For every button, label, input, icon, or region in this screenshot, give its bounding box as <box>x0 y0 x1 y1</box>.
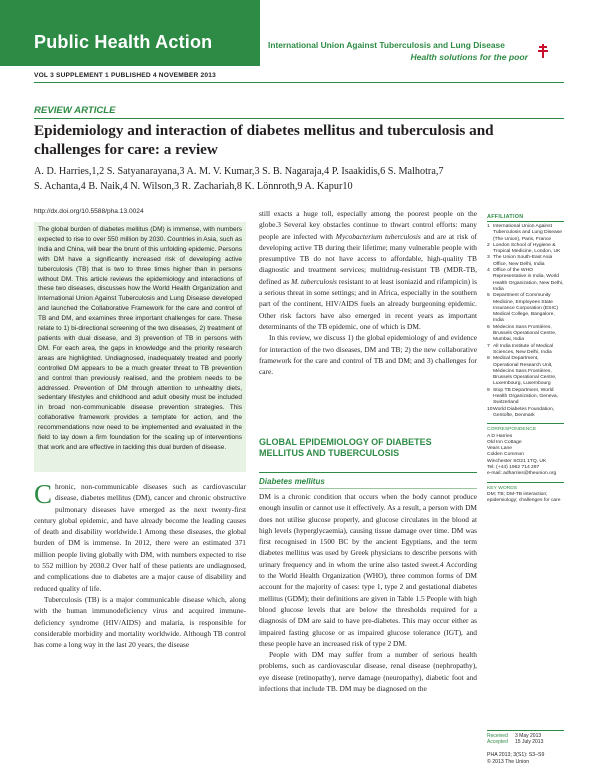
section-divider <box>259 472 477 473</box>
copyright-text: © 2013 The Union <box>487 758 530 765</box>
center-text-1a: still exacts a huge toll, especially among the poorest people on the globe.3 Several key obstacles continue to thwart control efforts: many people are infected with <box>259 209 477 241</box>
article-title: Epidemiology and interaction of diabetes mellitus and tuberculosis and challenges for care: a review <box>34 122 494 158</box>
keywords-text: DM; TB; DM-TB interaction; epidemiology; challenges for care <box>487 491 561 504</box>
journal-banner <box>0 0 260 66</box>
volume-line: VOL 3 SUPPLEMENT 1 PUBLISHED 4 NOVEMBER 2013 <box>34 72 216 79</box>
doi-link[interactable]: http://dx.doi.org/10.5588/pha.13.0024 <box>34 208 144 215</box>
dates-block <box>487 730 564 746</box>
union-tagline: Health solutions for the poor <box>410 52 528 62</box>
affiliation-text: Stop TB Department, World Health Organization, Geneva, Switzerland <box>493 387 559 406</box>
correspondence-line: Winchester SO21 1TQ, UK <box>487 458 547 464</box>
center-paragraph-2: In this review, we discuss 1) the global epidemiology of and evidence for interaction of the two diseases, DM and TB; 2) the new collaborative framework for the care and control of TB and DM; and 3) challenges for care. <box>259 333 477 377</box>
center-italic-1: Mycobacterium tuberculosis <box>335 231 421 241</box>
lorraine-cross-icon <box>538 44 548 58</box>
affiliation-item <box>487 356 564 387</box>
authors-line-1: A. D. Harries,1,2 S. Satyanarayana,3 A. M. V. Kumar,3 S. B. Nagaraja,4 P. Isaakidis,6 S. Malhotra,7 <box>34 166 444 177</box>
affiliation-text: Office of the WHO Representative in India, World Health Organization, New Delhi, India <box>493 268 564 292</box>
affiliation-item <box>487 293 564 324</box>
affiliation-number: 10 <box>487 406 493 412</box>
affiliation-number: 7 <box>487 343 490 349</box>
affiliation-text: Médecins Sans Frontières, Brussels Operational Centre, Mumbai, India <box>493 324 557 343</box>
correspondence-block <box>487 423 564 477</box>
affiliation-text: London School of Hygiene & Tropical Medicine, London, UK <box>493 242 561 255</box>
affiliation-text: World Diabetes Foundation, Gentofte, Denmark <box>493 406 555 418</box>
authors-line-2: S. Achanta,4 B. Naik,4 N. Wilson,3 R. Zachariah,8 K. Lönnroth,9 A. Kapur10 <box>34 180 353 192</box>
affiliation-number: 1 <box>487 224 490 229</box>
citation-block <box>487 752 564 765</box>
correspondence-email[interactable]: e-mail: adharries@theunion.org <box>487 471 557 477</box>
label-divider <box>34 118 564 119</box>
correspondence-line: Vears Lane <box>487 446 512 452</box>
center-body-column-lower <box>259 491 477 694</box>
author-list <box>34 165 564 194</box>
correspondence-line: Old Inn Cottage <box>487 439 522 445</box>
received-label: Received <box>487 733 508 739</box>
abstract-box: The global burden of diabetes mellitus (DM) is immense, with numbers expected to rise to over 550 million by 2030. Countries in Asia, such as India and China, will bear the brunt of this unfolding epidemic. Persons with DM have a significantly increased risk of developing active tuberculosis (TB) that is two to three times higher than in persons without DM. This article reviews the epidemiology and interactions of these two diseases, discusses how the World Health Organization and International Union Against Tuberculosis and Lung Disease developed and launched the Collaborative Framework for the care and control of TB and DM, and examines three important challenges for care. These relate to 1) bi-directional screening of the two diseases, 2) treatment of patients with dual disease, and 3) prevention of TB in persons with DM. For each area, the gaps in knowledge and the priority research areas are highlighted. Undiagnosed, inadequately treated and poorly controlled DM appears to be a much greater threat to TB prevention and control than previously realised, and the problem needs to be addressed. Prevention of DM through attention to unhealthy diets, sedentary lifestyles and childhood and adult obesity must be included in broad non-communicable disease prevention strategies. This collaborative framework provides a template for action, and the recommendations now need to be implemented and evaluated in the field to lay down a firm foundation for the scaling up of interventions that work and are effective in tackling this dual burden of disease. <box>34 222 246 472</box>
center-text-1b: and are at risk of developing active TB during their lifetime; many vulnerable people with presumptive TB do not have access to affordable, high-quality TB diagnostic and treatment services; multidrug-resistant TB (MDR-TB, defined as <box>259 231 477 286</box>
affiliation-item <box>487 388 564 407</box>
center-paragraph-1 <box>259 208 477 332</box>
affiliation-text: International Union Against Tuberculosis and Lung Disease (The Union), Paris, France <box>493 224 562 242</box>
citation-text: PHA 2013; 3(S1): S3–S9 <box>487 752 545 758</box>
dm-paragraph-2: People with DM may suffer from a number of serious health problems, such as cardiovascular disease, renal disease (nephropathy), eye disease (retinopathy), nerve damage (neuropathy), diabetic foot and infections that include TB. DM may be diagnosed on the <box>259 650 477 694</box>
intro-paragraph-2: Tuberculosis (TB) is a major communicable disease which, along with the human immunodeficiency virus and acquired immune-deficiency syndrome (HIV/AIDS) and malaria, is responsible for considerable morbidity and mortality worldwide. Although TB control has come a long way in the last 20 years, the disease <box>34 594 246 650</box>
correspondence-line: Colden Common <box>487 452 525 458</box>
accepted-label: Accepted <box>487 739 508 746</box>
affiliation-text: The Union South-East Asia Office, New Delhi, India <box>493 255 553 267</box>
affiliation-item <box>487 268 564 293</box>
affiliation-number: 6 <box>487 324 490 330</box>
received-date: 3 May 2013 <box>515 733 542 739</box>
correspondence-heading: CORRESPONDENCE <box>487 427 537 433</box>
section-heading: GLOBAL EPIDEMIOLOGY OF DIABETES MELLITUS AND TUBERCULOSIS <box>259 437 432 458</box>
intro-paragraph-1 <box>34 481 246 594</box>
accepted-row <box>487 739 564 745</box>
affiliation-number: 2 <box>487 242 490 248</box>
affiliation-number: 9 <box>487 387 490 393</box>
correspondence-line: Tel: (+44) 1962 714 297 <box>487 464 540 470</box>
accepted-date: 15 July 2013 <box>515 739 544 746</box>
affiliation-item <box>487 243 564 256</box>
affiliation-item <box>487 255 564 268</box>
keywords-block <box>487 482 564 505</box>
affiliation-heading: AFFILIATION <box>487 214 564 222</box>
left-body-column <box>34 481 246 650</box>
journal-title: Public Health Action <box>34 32 213 52</box>
affiliation-number: 3 <box>487 255 490 261</box>
affiliation-item <box>487 325 564 344</box>
intro-text-1: hronic, non-communicable diseases such as cardiovascular disease, diabetes mellitus (DM), cancer and chronic obstructive pulmonary diseases have emerged as the next twenty-first century global epidemic, and have already become the leading causes of death and disability worldwide.1 Among these diseases, the global burden of DM is immense. In 2012, there were an estimated 371 million people living globally with DM, with numbers expected to rise to 552 million by 2030.2 Over half of these patients are undiagnosed, and complications due to diabetes are a major cause of disability and reduced quality of life. <box>34 482 246 593</box>
subsection-divider <box>259 488 477 489</box>
dm-paragraph-1: DM is a chronic condition that occurs when the body cannot produce enough insulin or cannot use it effectively. As a result, a person with DM does not utilise glucose properly, and glucose circulates in the blood at high levels (hyperglycaemia), causing tissue damage over time. DM was first recognised in 1500 BC by the ancient Egyptians, and the term diabetes mellitus was used by Greek physicians to describe persons with urinary frequency and in whom the urine also tasted sweet.4 According to the World Health Organization (WHO), three common forms of DM account for the majority of cases: type 1, type 2 and gestational diabetes mellitus (GDM); their definitions are given in Table 1.5 People with high blood glucose levels that are below the thresholds required for a diagnosis of DM are said to have pre-diabetes. This may occur either as impaired fasting glucose or as impaired glucose tolerance (IGT), and these people have an increased risk of type 2 DM. <box>259 492 477 648</box>
affiliation-item <box>487 344 564 357</box>
affiliation-sidebar <box>487 214 564 504</box>
center-body-column <box>259 208 477 377</box>
center-text-1c: resistant to at least isoniazid and rifampicin) is a serious threat in some settings; and in Africa, especially in the southern part of the continent, HIV/AIDS fuels an already burgeoning epidemic. Other risk factors have also emerged in recent years as important determinants of the TB epidemic, one of which is DM. <box>259 276 477 331</box>
affiliation-item <box>487 224 564 243</box>
center-italic-2: M. tuberculosis <box>291 276 337 286</box>
union-name: International Union Against Tuberculosis and Lung Disease <box>268 40 505 50</box>
header-divider <box>34 82 564 83</box>
subsection-heading: Diabetes mellitus <box>259 477 325 486</box>
affiliation-number: 5 <box>487 293 490 299</box>
article-type-label: REVIEW ARTICLE <box>34 105 116 116</box>
affiliation-text: All India Institute of Medical Sciences, New Delhi, India <box>493 343 554 355</box>
affiliation-item <box>487 407 564 420</box>
affiliation-number: 8 <box>487 356 490 362</box>
correspondence-line: A D Harries <box>487 433 513 439</box>
keywords-heading: KEY WORDS <box>487 485 518 491</box>
affiliation-text: Medical Department, Operational Research Unit, Médecins Sans Frontières, Brussels Operational Centre, Luxembourg, Luxembourg <box>493 356 557 387</box>
affiliation-number: 4 <box>487 268 490 274</box>
affiliation-text: Department of Community Medicine, Employees State Insurance Corporation (ESIC) Medical College, Bangalore, India <box>493 293 559 324</box>
drop-cap: C <box>34 479 53 509</box>
